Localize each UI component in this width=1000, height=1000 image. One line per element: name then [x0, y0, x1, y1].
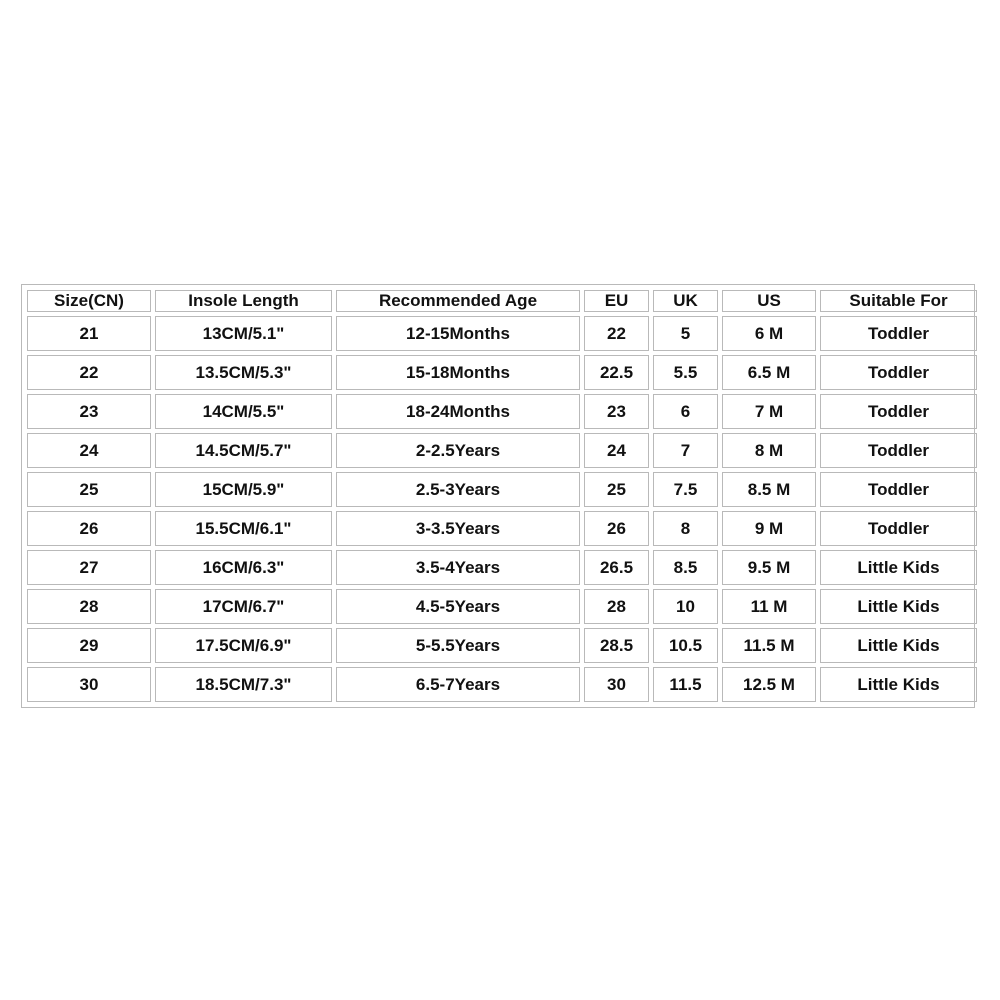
cell-us: 8.5 M — [722, 472, 816, 507]
size-chart-table — [23, 286, 981, 706]
cell-recommended-age: 3-3.5Years — [336, 511, 580, 546]
cell-insole-length: 17CM/6.7" — [155, 589, 332, 624]
cell-us: 6.5 M — [722, 355, 816, 390]
cell-suitable-for: Little Kids — [820, 667, 977, 702]
cell-size-cn: 28 — [27, 589, 151, 624]
cell-uk: 8.5 — [653, 550, 718, 585]
cell-recommended-age: 4.5-5Years — [336, 589, 580, 624]
cell-size-cn: 29 — [27, 628, 151, 663]
cell-uk: 5 — [653, 316, 718, 351]
cell-us: 9 M — [722, 511, 816, 546]
cell-recommended-age: 6.5-7Years — [336, 667, 580, 702]
cell-us: 6 M — [722, 316, 816, 351]
cell-uk: 7.5 — [653, 472, 718, 507]
table-row — [27, 667, 977, 702]
table-body — [27, 316, 977, 702]
cell-uk: 5.5 — [653, 355, 718, 390]
cell-recommended-age: 2-2.5Years — [336, 433, 580, 468]
cell-size-cn: 26 — [27, 511, 151, 546]
cell-size-cn: 30 — [27, 667, 151, 702]
cell-suitable-for: Toddler — [820, 394, 977, 429]
table-row — [27, 433, 977, 468]
cell-size-cn: 23 — [27, 394, 151, 429]
table-row — [27, 589, 977, 624]
cell-us: 7 M — [722, 394, 816, 429]
cell-eu: 28 — [584, 589, 649, 624]
cell-insole-length: 14CM/5.5" — [155, 394, 332, 429]
cell-recommended-age: 18-24Months — [336, 394, 580, 429]
cell-us: 12.5 M — [722, 667, 816, 702]
cell-insole-length: 18.5CM/7.3" — [155, 667, 332, 702]
header-insole-length: Insole Length — [155, 290, 332, 312]
cell-us: 11 M — [722, 589, 816, 624]
cell-insole-length: 14.5CM/5.7" — [155, 433, 332, 468]
cell-us: 8 M — [722, 433, 816, 468]
cell-uk: 10.5 — [653, 628, 718, 663]
header-size-cn: Size(CN) — [27, 290, 151, 312]
header-eu: EU — [584, 290, 649, 312]
cell-size-cn: 25 — [27, 472, 151, 507]
table-row — [27, 511, 977, 546]
cell-insole-length: 13.5CM/5.3" — [155, 355, 332, 390]
cell-suitable-for: Toddler — [820, 355, 977, 390]
cell-suitable-for: Toddler — [820, 433, 977, 468]
cell-us: 9.5 M — [722, 550, 816, 585]
cell-size-cn: 27 — [27, 550, 151, 585]
cell-recommended-age: 2.5-3Years — [336, 472, 580, 507]
cell-suitable-for: Toddler — [820, 316, 977, 351]
cell-insole-length: 15.5CM/6.1" — [155, 511, 332, 546]
cell-size-cn: 21 — [27, 316, 151, 351]
cell-recommended-age: 12-15Months — [336, 316, 580, 351]
size-chart — [21, 284, 975, 708]
cell-insole-length: 16CM/6.3" — [155, 550, 332, 585]
cell-eu: 22.5 — [584, 355, 649, 390]
table-row — [27, 628, 977, 663]
table-row — [27, 316, 977, 351]
cell-insole-length: 13CM/5.1" — [155, 316, 332, 351]
cell-suitable-for: Little Kids — [820, 589, 977, 624]
cell-recommended-age: 15-18Months — [336, 355, 580, 390]
cell-insole-length: 17.5CM/6.9" — [155, 628, 332, 663]
cell-insole-length: 15CM/5.9" — [155, 472, 332, 507]
cell-uk: 11.5 — [653, 667, 718, 702]
cell-size-cn: 24 — [27, 433, 151, 468]
cell-uk: 10 — [653, 589, 718, 624]
cell-eu: 26 — [584, 511, 649, 546]
table-row — [27, 550, 977, 585]
cell-eu: 28.5 — [584, 628, 649, 663]
table-row — [27, 394, 977, 429]
cell-eu: 23 — [584, 394, 649, 429]
cell-eu: 26.5 — [584, 550, 649, 585]
header-recommended-age: Recommended Age — [336, 290, 580, 312]
cell-recommended-age: 5-5.5Years — [336, 628, 580, 663]
cell-eu: 22 — [584, 316, 649, 351]
cell-uk: 6 — [653, 394, 718, 429]
cell-suitable-for: Toddler — [820, 472, 977, 507]
cell-uk: 7 — [653, 433, 718, 468]
cell-us: 11.5 M — [722, 628, 816, 663]
table-header-row — [27, 290, 977, 312]
table-row — [27, 355, 977, 390]
table-row — [27, 472, 977, 507]
cell-suitable-for: Toddler — [820, 511, 977, 546]
header-suitable-for: Suitable For — [820, 290, 977, 312]
cell-size-cn: 22 — [27, 355, 151, 390]
header-uk: UK — [653, 290, 718, 312]
cell-eu: 24 — [584, 433, 649, 468]
cell-uk: 8 — [653, 511, 718, 546]
cell-suitable-for: Little Kids — [820, 550, 977, 585]
cell-suitable-for: Little Kids — [820, 628, 977, 663]
header-us: US — [722, 290, 816, 312]
cell-recommended-age: 3.5-4Years — [336, 550, 580, 585]
cell-eu: 25 — [584, 472, 649, 507]
cell-eu: 30 — [584, 667, 649, 702]
